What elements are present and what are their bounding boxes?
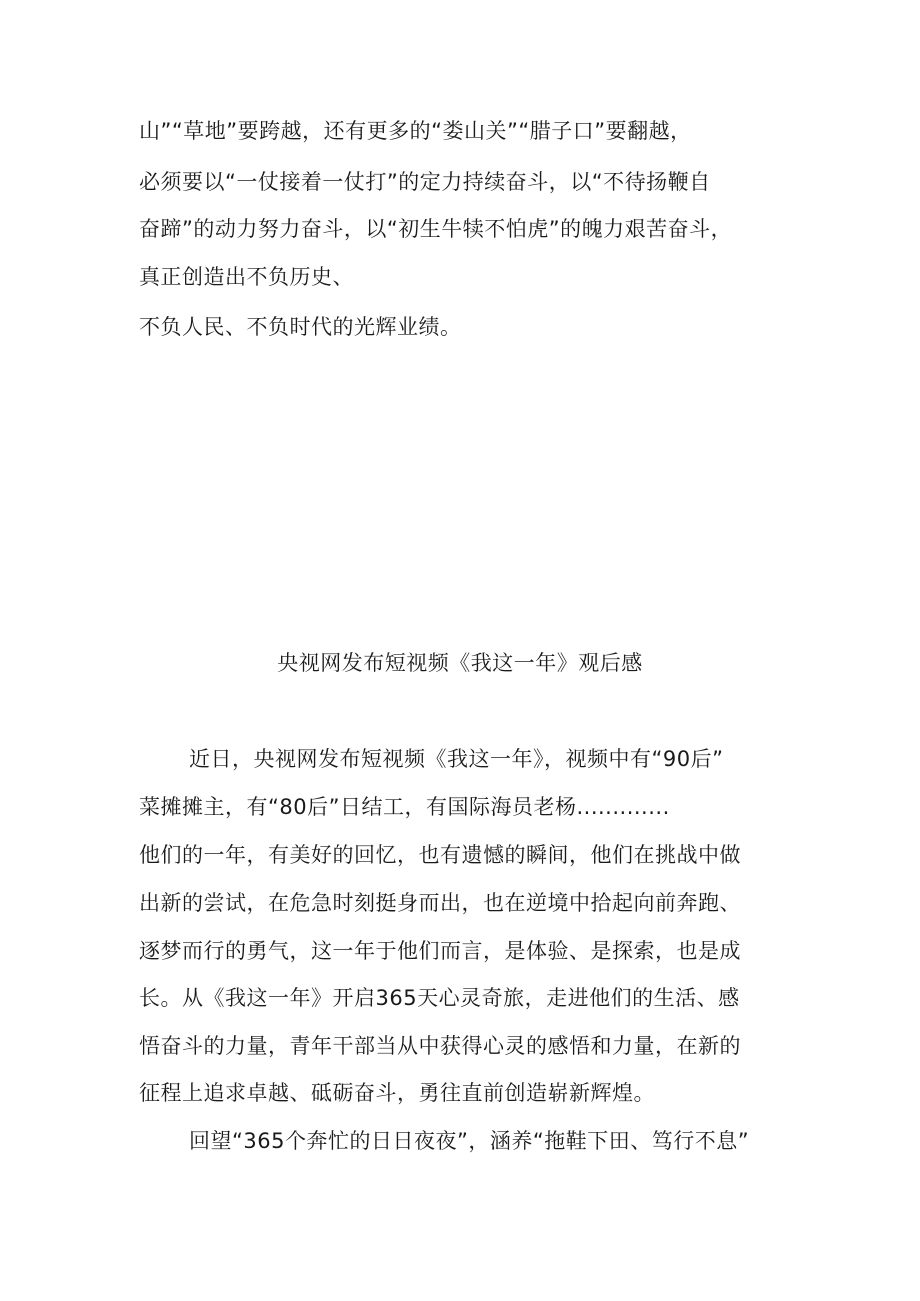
text-line: 奋蹄”的动力努力奋斗，以“初生牛犊不怕虎”的魄力艰苦奋斗， [139, 217, 733, 241]
text-line: 菜摊摊主，有“80后”日结工，有国际海员老杨............. [139, 795, 670, 819]
article-title: 央视网发布短视频《我这一年》观后感 [277, 651, 643, 675]
text-line: 悟奋斗的力量，青年干部当从中获得心灵的感悟和力量，在新的 [139, 1034, 741, 1058]
text-line: 不负人民、不负时代的光辉业绩。 [139, 315, 462, 339]
text-line: 他们的一年，有美好的回忆，也有遗憾的瞬间，他们在挑战中做 [139, 843, 741, 867]
text-line: 回望“365个奔忙的日日夜夜”，涵养“拖鞋下田、笃行不息” [189, 1129, 750, 1153]
text-line: 出新的尝试，在危急时刻挺身而出，也在逆境中拾起向前奔跑、 [139, 891, 741, 915]
text-line: 长。从《我这一年》开启365天心灵奇旅，走进他们的生活、感 [139, 986, 740, 1010]
text-line: 逐梦而行的勇气，这一年于他们而言，是体验、是探索，也是成 [139, 939, 741, 963]
text-line: 近日，央视网发布短视频《我这一年》，视频中有“90后” [189, 747, 724, 771]
text-line: 山”“草地”要跨越，还有更多的“娄山关”“腊子口”要翻越， [139, 119, 692, 143]
text-line: 必须要以“一仗接着一仗打”的定力持续奋斗，以“不待扬鞭自 [139, 170, 711, 194]
text-line: 征程上追求卓越、砥砺奋斗，勇往直前创造崭新辉煌。 [139, 1081, 655, 1105]
text-line: 真正创造出不负历史、 [139, 265, 354, 289]
